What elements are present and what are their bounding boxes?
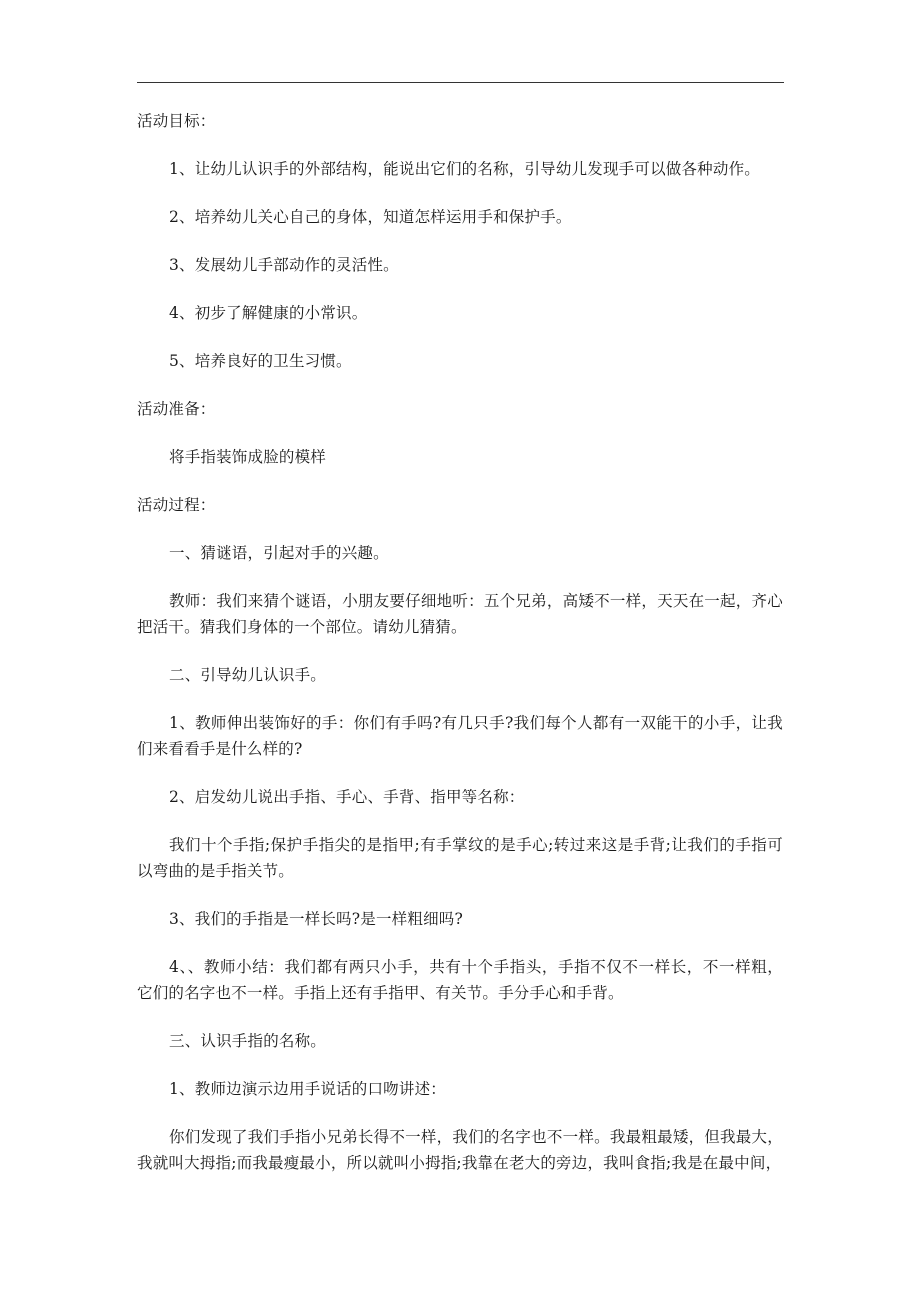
paragraph: 5、培养良好的卫生习惯。 xyxy=(169,352,352,370)
header-rule xyxy=(137,82,784,83)
section-heading: 活动目标： xyxy=(137,112,216,130)
paragraph: 二、引导幼儿认识手。 xyxy=(169,666,327,684)
paragraph: 你们发现了我们手指小兄弟长得不一样，我们的名字也不一样。我最粗最矮，但我最大，我就叫大拇指;而我最瘦最小，所以就叫小拇指;我靠在老大的旁边，我叫食指;我是在最中间， xyxy=(137,1128,783,1172)
paragraph: 1、让幼儿认识手的外部结构，能说出它们的名称，引导幼儿发现手可以做各种动作。 xyxy=(169,160,760,178)
document-body xyxy=(137,108,783,1198)
paragraph: 一、猜谜语，引起对手的兴趣。 xyxy=(169,544,389,562)
paragraph: 1、教师边演示边用手说话的口吻讲述： xyxy=(169,1080,446,1098)
paragraph: 2、培养幼儿关心自己的身体，知道怎样运用手和保护手。 xyxy=(169,208,572,226)
paragraph: 3、发展幼儿手部动作的灵活性。 xyxy=(169,256,399,274)
paragraph: 4、初步了解健康的小常识。 xyxy=(169,304,368,322)
section-heading: 活动过程： xyxy=(137,496,216,514)
paragraph: 三、认识手指的名称。 xyxy=(169,1032,327,1050)
paragraph: 3、我们的手指是一样长吗?是一样粗细吗? xyxy=(169,910,463,928)
paragraph: 将手指装饰成脸的模样 xyxy=(169,448,327,466)
section-heading: 活动准备： xyxy=(137,400,216,418)
paragraph: 教师：我们来猜个谜语，小朋友要仔细地听：五个兄弟，高矮不一样，天天在一起，齐心把活干。猜我们身体的一个部位。请幼儿猜猜。 xyxy=(137,592,783,636)
paragraph: 1、教师伸出装饰好的手：你们有手吗?有几只手?我们每个人都有一双能干的小手，让我们来看看手是什么样的? xyxy=(137,714,783,758)
paragraph: 2、启发幼儿说出手指、手心、手背、指甲等名称： xyxy=(169,788,525,806)
paragraph: 我们十个手指;保护手指尖的是指甲;有手掌纹的是手心;转过来这是手背;让我们的手指可以弯曲的是手指关节。 xyxy=(137,836,783,880)
paragraph: 4、、教师小结：我们都有两只小手，共有十个手指头，手指不仅不一样长，不一样粗，它们的名字也不一样。手指上还有手指甲、有关节。手分手心和手背。 xyxy=(137,958,783,1002)
